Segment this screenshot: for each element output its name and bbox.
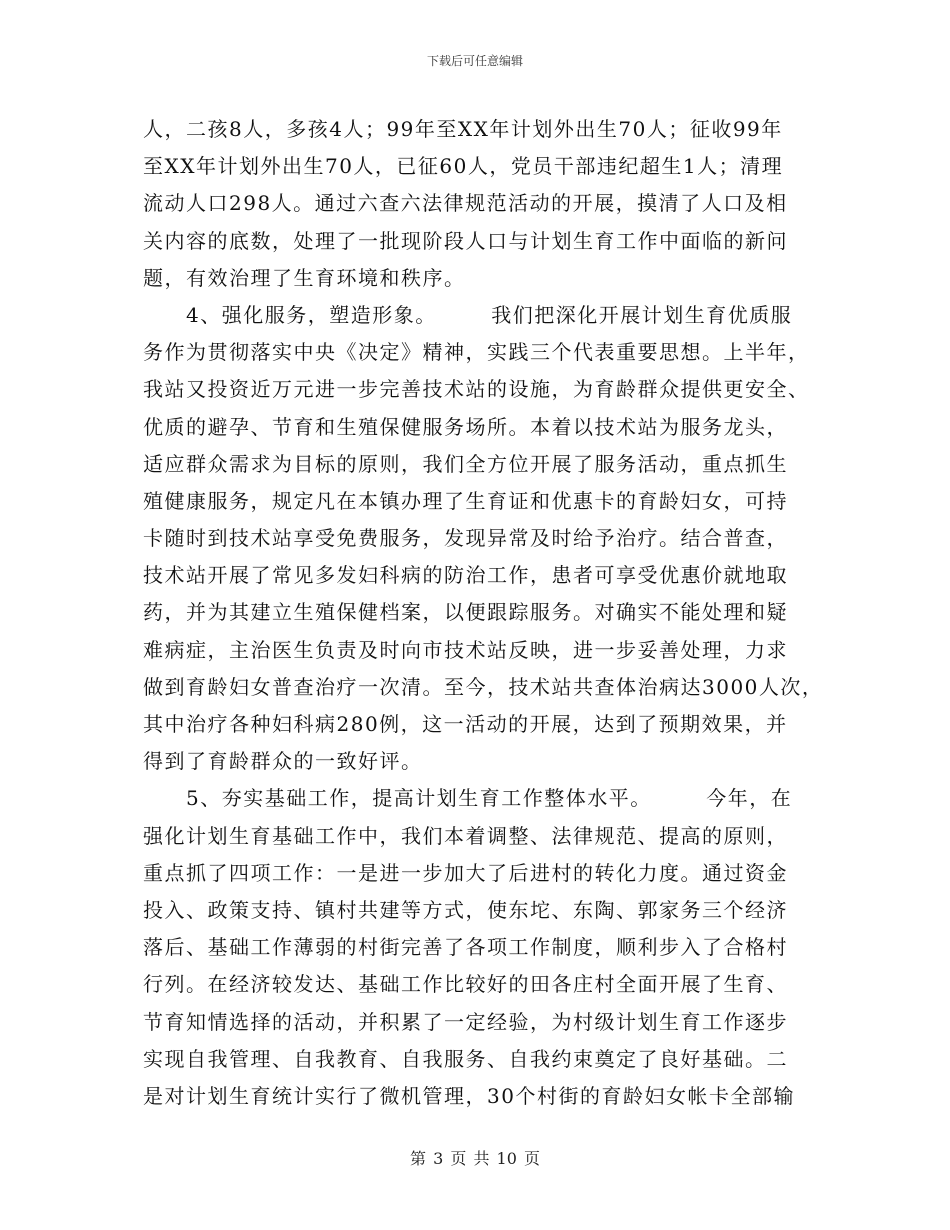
text-line: 是对计划生育统计实行了微机管理，30个村街的育龄妇女帐卡全部输	[143, 1083, 795, 1108]
text-line: 人，二孩8人，多孩4人；99年至XX年计划外出生70人；征收99年	[143, 117, 783, 141]
text-line: 务作为贯彻落实中央《决定》精神，实践三个代表重要思想。上半年，	[143, 340, 810, 365]
section-heading-line: 4、强化服务，塑造形象。 我们把深化开展计划生育优质服	[143, 302, 793, 327]
text-line: 技术站开展了常见多发妇科病的防治工作，患者可享受优惠价就地取	[143, 563, 788, 588]
text-line: 投入、政策支持、镇村共建等方式，使东坨、东陶、郭家务三个经济	[143, 897, 788, 922]
text-line: 强化计划生育基础工作中，我们本着调整、法律规范、提高的原则，	[143, 823, 788, 848]
text-line: 流动人口298人。通过六查六法律规范活动的开展，摸清了人口及相	[143, 191, 788, 216]
text-line: 关内容的底数，处理了一批现阶段人口与计划生育工作中面临的新问	[143, 228, 788, 253]
text-line: 药，并为其建立生殖保健档案，以便跟踪服务。对确实不能处理和疑	[143, 600, 788, 625]
text-line: 实现自我管理、自我教育、自我服务、自我约束奠定了良好基础。二	[143, 1046, 788, 1071]
section-heading-line: 5、夯实基础工作，提高计划生育工作整体水平。 今年，在	[143, 786, 793, 811]
text-line: 行列。在经济较发达、基础工作比较好的田各庄村全面开展了生育、	[143, 972, 788, 997]
document-body	[143, 111, 824, 1115]
text-line: 得到了育龄群众的一致好评。	[143, 749, 423, 774]
text-line: 适应群众需求为目标的原则，我们全方位开展了服务活动，重点抓生	[143, 451, 788, 476]
page-header: 下载后可任意编辑	[426, 54, 523, 68]
text-line: 题，有效治理了生育环境和秩序。	[143, 265, 466, 290]
text-line: 我站又投资近万元进一步完善技术站的设施，为育龄群众提供更安全、	[143, 377, 810, 402]
text-line: 难病症，主治医生负责及时向市技术站反映，进一步妥善处理，力求	[143, 637, 788, 662]
text-line: 重点抓了四项工作：一是进一步加大了后进村的转化力度。通过资金	[143, 860, 788, 885]
text-line: 节育知情选择的活动，并积累了一定经验，为村级计划生育工作逐步	[143, 1009, 788, 1034]
text-line: 卡随时到技术站享受免费服务，发现异常及时给予治疗。结合普查，	[143, 526, 788, 551]
text-line: 殖健康服务，规定凡在本镇办理了生育证和优惠卡的育龄妇女，可持	[143, 488, 788, 513]
text-line: 至XX年计划外出生70人，已征60人，党员干部违纪超生1人；清理	[143, 154, 784, 179]
text-line: 落后、基础工作薄弱的村街完善了各项工作制度，顺利步入了合格村	[143, 935, 788, 960]
text-line: 其中治疗各种妇科病280例，这一活动的开展，达到了预期效果，并	[143, 712, 788, 736]
page-number-footer: 第 3 页 共 10 页	[410, 1149, 540, 1168]
text-line: 做到育龄妇女普查治疗一次清。至今，技术站共查体治病达3000人次，	[143, 674, 824, 699]
text-line: 优质的避孕、节育和生殖保健服务场所。本着以技术站为服务龙头，	[143, 414, 788, 439]
